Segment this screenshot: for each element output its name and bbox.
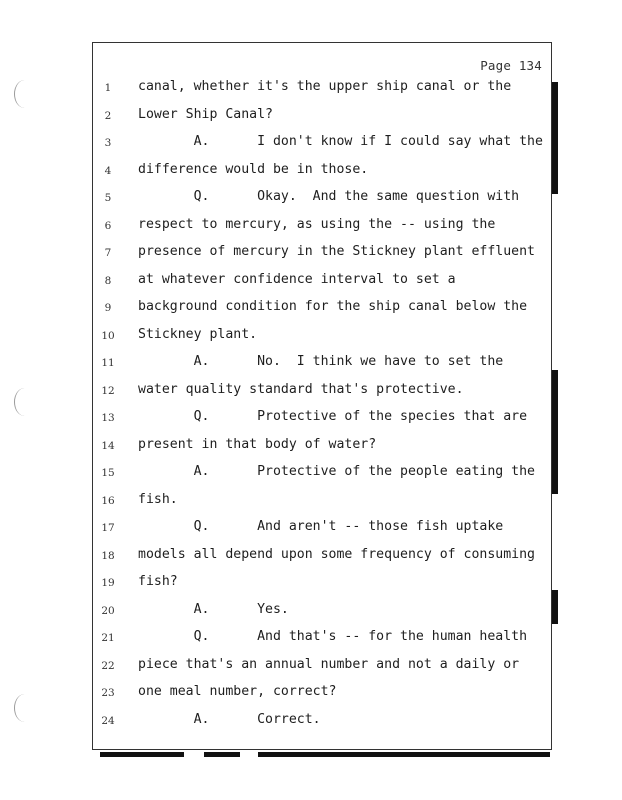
transcript-line: [0, 105, 622, 129]
line-number: 4: [104, 164, 112, 177]
line-number: 14: [101, 439, 115, 452]
transcript-line: [0, 545, 622, 569]
line-number: 22: [101, 659, 115, 672]
line-text: water quality standard that's protective.: [138, 381, 464, 397]
transcript-line: [0, 380, 622, 404]
transcript-line: [0, 407, 622, 431]
line-number: 23: [101, 687, 115, 699]
line-text: Q. And that's -- for the human health: [138, 629, 528, 644]
transcript-line: [0, 242, 622, 266]
bottom-bar-3: [258, 752, 550, 757]
line-number: 16: [101, 494, 115, 507]
line-number: 11: [101, 357, 115, 369]
line-text: canal, whether it's the upper ship canal or the: [138, 79, 512, 94]
line-number: 20: [101, 604, 115, 617]
line-text: Q. Okay. And the same question with: [138, 189, 520, 204]
transcript-line: [0, 187, 622, 211]
line-text: Lower Ship Canal?: [138, 106, 273, 122]
line-number: 2: [104, 109, 112, 122]
transcript-line: [0, 435, 622, 459]
line-text: fish?: [138, 574, 178, 589]
line-number: 18: [101, 549, 115, 562]
page-number: Page 134: [480, 58, 542, 73]
line-text: present in that body of water?: [138, 436, 377, 452]
line-text: models all depend upon some frequency of consuming: [138, 546, 535, 562]
line-number: 1: [104, 82, 112, 94]
transcript-line: [0, 600, 622, 624]
transcript-line: [0, 77, 622, 101]
transcript-line: [0, 490, 622, 514]
transcript-line: [0, 627, 622, 651]
line-text: difference would be in those.: [138, 161, 369, 177]
transcript-line: [0, 132, 622, 156]
transcript-line: [0, 215, 622, 239]
line-text: Q. Protective of the species that are: [138, 409, 528, 424]
bottom-bar-1: [100, 752, 184, 757]
transcript-line: [0, 325, 622, 349]
line-text: Q. And aren't -- those fish uptake: [138, 519, 504, 534]
line-number: 12: [101, 384, 115, 397]
line-number: 3: [104, 137, 112, 149]
line-number: 5: [104, 192, 112, 204]
transcript-line: [0, 655, 622, 679]
line-number: 24: [101, 714, 115, 727]
line-number: 8: [104, 274, 112, 287]
line-number: 7: [104, 247, 112, 259]
line-text: background condition for the ship canal below the: [138, 299, 528, 314]
transcript-line: [0, 572, 622, 596]
line-number: 21: [101, 632, 115, 644]
line-text: at whatever confidence interval to set a: [138, 271, 456, 287]
transcript-line: [0, 270, 622, 294]
bottom-bar-2: [204, 752, 240, 757]
line-text: A. Correct.: [138, 711, 321, 727]
line-text: respect to mercury, as using the -- using the: [138, 216, 496, 232]
line-text: A. No. I think we have to set the: [138, 354, 504, 369]
transcript-line: [0, 352, 622, 376]
transcript-line: [0, 160, 622, 184]
transcript-line: [0, 462, 622, 486]
line-number: 13: [101, 412, 115, 424]
line-number: 10: [101, 329, 115, 342]
line-text: piece that's an annual number and not a daily or: [138, 656, 520, 672]
line-text: A. Protective of the people eating the: [138, 464, 535, 479]
line-text: Stickney plant.: [138, 326, 258, 342]
line-text: A. I don't know if I could say what the: [138, 134, 543, 149]
line-number: 6: [104, 219, 112, 232]
line-text: one meal number, correct?: [138, 684, 337, 699]
line-number: 9: [104, 302, 112, 314]
line-text: fish.: [138, 491, 178, 507]
line-number: 19: [101, 577, 115, 589]
line-number: 17: [101, 522, 115, 534]
transcript-line: [0, 710, 622, 734]
transcript-line: [0, 297, 622, 321]
line-number: 15: [101, 467, 115, 479]
transcript-line: [0, 682, 622, 706]
line-text: A. Yes.: [138, 601, 289, 617]
transcript-line: [0, 517, 622, 541]
line-text: presence of mercury in the Stickney plant effluent: [138, 244, 535, 259]
